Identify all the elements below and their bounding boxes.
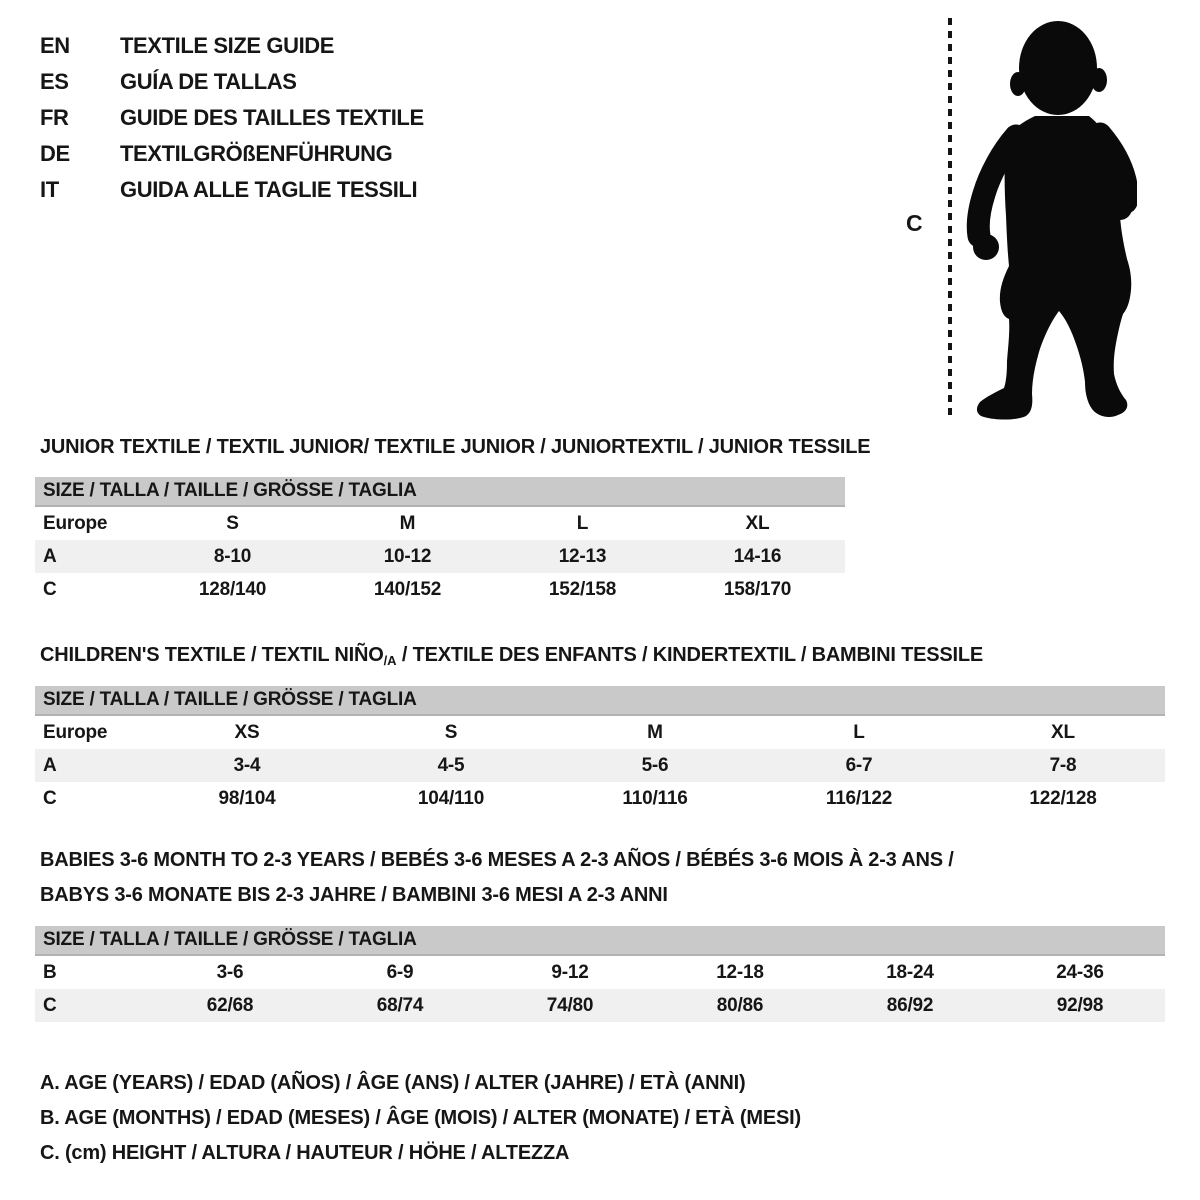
row-label: Europe (43, 721, 108, 743)
size-cell: S (444, 721, 458, 743)
size-guide-title: GUIDA ALLE TAGLIE TESSILI (120, 177, 418, 202)
row-label: B (43, 961, 57, 983)
language-code: ES (40, 69, 69, 94)
size-guide-title: TEXTILE SIZE GUIDE (120, 33, 335, 58)
height-cell: 62/68 (206, 994, 254, 1016)
section-title-text: CHILDREN'S TEXTILE / TEXTIL NIÑO (40, 644, 384, 666)
height-cell: 116/122 (825, 787, 893, 809)
age-cell: 8-10 (213, 545, 252, 567)
language-code: FR (40, 105, 69, 130)
table-row-europe (35, 507, 845, 540)
age-cell: 4-5 (437, 754, 465, 776)
size-cell: XS (234, 721, 260, 743)
age-cell: 6-7 (845, 754, 873, 776)
row-label: Europe (43, 512, 108, 534)
height-cell: 128/140 (198, 578, 267, 600)
table-header-bar: SIZE / TALLA / TAILLE / GRÖSSE / TAGLIA (35, 926, 1165, 956)
babies-size-table (35, 926, 1165, 1022)
toddler-silhouette-icon (962, 16, 1137, 426)
size-guide-title: GUÍA DE TALLAS (120, 69, 297, 94)
size-cell: L (853, 721, 865, 743)
height-cell: 98/104 (218, 787, 276, 809)
language-list (40, 28, 424, 208)
table-row-age (35, 749, 1165, 782)
section-title-line: BABYS 3-6 MONATE BIS 2-3 JAHRE / BAMBINI 3-6 MESI A 2-3 ANNI (40, 884, 668, 906)
legend-line-age-months: B. AGE (MONTHS) / EDAD (MESES) / ÂGE (MOIS) / ALTER (MONATE) / ETÀ (MESI) (40, 1107, 801, 1129)
height-cell: 80/86 (716, 994, 764, 1016)
age-cell: 12-13 (558, 545, 607, 567)
height-cell: 158/170 (723, 578, 792, 600)
table-row-height (35, 782, 1165, 815)
height-cell: 92/98 (1056, 994, 1104, 1016)
size-cell: XL (1051, 721, 1075, 743)
size-cell: S (226, 512, 239, 534)
language-row (40, 64, 424, 100)
language-row (40, 100, 424, 136)
row-label: C (43, 787, 57, 809)
row-label: C (43, 994, 57, 1016)
size-cell: L (576, 512, 589, 534)
height-cell: 140/152 (373, 578, 442, 600)
height-measure-label: C (906, 210, 923, 236)
table-row-height (35, 573, 845, 606)
section-title-babies (40, 843, 1020, 913)
language-code: DE (40, 141, 70, 166)
language-row (40, 136, 424, 172)
age-cell: 10-12 (383, 545, 432, 567)
children-size-table (35, 686, 1165, 815)
section-title-junior: JUNIOR TEXTILE / TEXTIL JUNIOR/ TEXTILE JUNIOR / JUNIORTEXTIL / JUNIOR TESSILE (40, 436, 871, 458)
height-cell: 104/110 (417, 787, 485, 809)
age-cell: 3-4 (233, 754, 261, 776)
months-cell: 3-6 (216, 961, 244, 983)
measure-legend (40, 1066, 801, 1171)
language-code: EN (40, 33, 70, 58)
height-cell: 122/128 (1029, 787, 1097, 809)
table-header-bar: SIZE / TALLA / TAILLE / GRÖSSE / TAGLIA (35, 686, 1165, 716)
table-row-months (35, 956, 1165, 989)
height-cell: 86/92 (886, 994, 934, 1016)
months-cell: 12-18 (716, 961, 764, 983)
age-cell: 7-8 (1049, 754, 1077, 776)
height-measure-dashed-line (948, 18, 952, 416)
row-label: C (43, 578, 57, 600)
table-row-height (35, 989, 1165, 1022)
months-cell: 6-9 (386, 961, 414, 983)
size-cell: M (399, 512, 416, 534)
language-row (40, 28, 424, 64)
table-row-europe (35, 716, 1165, 749)
language-code: IT (40, 177, 59, 202)
junior-size-table (35, 477, 845, 606)
months-cell: 24-36 (1056, 961, 1104, 983)
legend-line-age-years: A. AGE (YEARS) / EDAD (AÑOS) / ÂGE (ANS) / ALTER (JAHRE) / ETÀ (ANNI) (40, 1072, 746, 1094)
height-cell: 152/158 (548, 578, 617, 600)
row-label: A (43, 754, 57, 776)
months-cell: 18-24 (886, 961, 934, 983)
section-title-children (40, 644, 983, 668)
age-cell: 5-6 (641, 754, 669, 776)
size-guide-title: GUIDE DES TAILLES TEXTILE (120, 105, 424, 130)
size-cell: M (647, 721, 663, 743)
section-title-line: BABIES 3-6 MONTH TO 2-3 YEARS / BEBÉS 3-6 MESES A 2-3 AÑOS / BÉBÉS 3-6 MOIS À 2-3 ANS / (40, 849, 954, 871)
height-cell: 110/116 (622, 787, 688, 809)
height-cell: 74/80 (546, 994, 594, 1016)
section-title-subscript: /A (383, 653, 397, 668)
table-header-bar: SIZE / TALLA / TAILLE / GRÖSSE / TAGLIA (35, 477, 845, 507)
size-cell: XL (745, 512, 770, 534)
language-row (40, 172, 424, 208)
height-cell: 68/74 (376, 994, 424, 1016)
months-cell: 9-12 (551, 961, 589, 983)
table-row-age (35, 540, 845, 573)
size-guide-title: TEXTILGRÖßENFÜHRUNG (120, 141, 393, 166)
legend-line-height: C. (cm) HEIGHT / ALTURA / HAUTEUR / HÖHE / ALTEZZA (40, 1142, 570, 1164)
age-cell: 14-16 (733, 545, 782, 567)
row-label: A (43, 545, 57, 567)
section-title-text: / TEXTILE DES ENFANTS / KINDERTEXTIL / BAMBINI TESSILE (396, 644, 984, 666)
